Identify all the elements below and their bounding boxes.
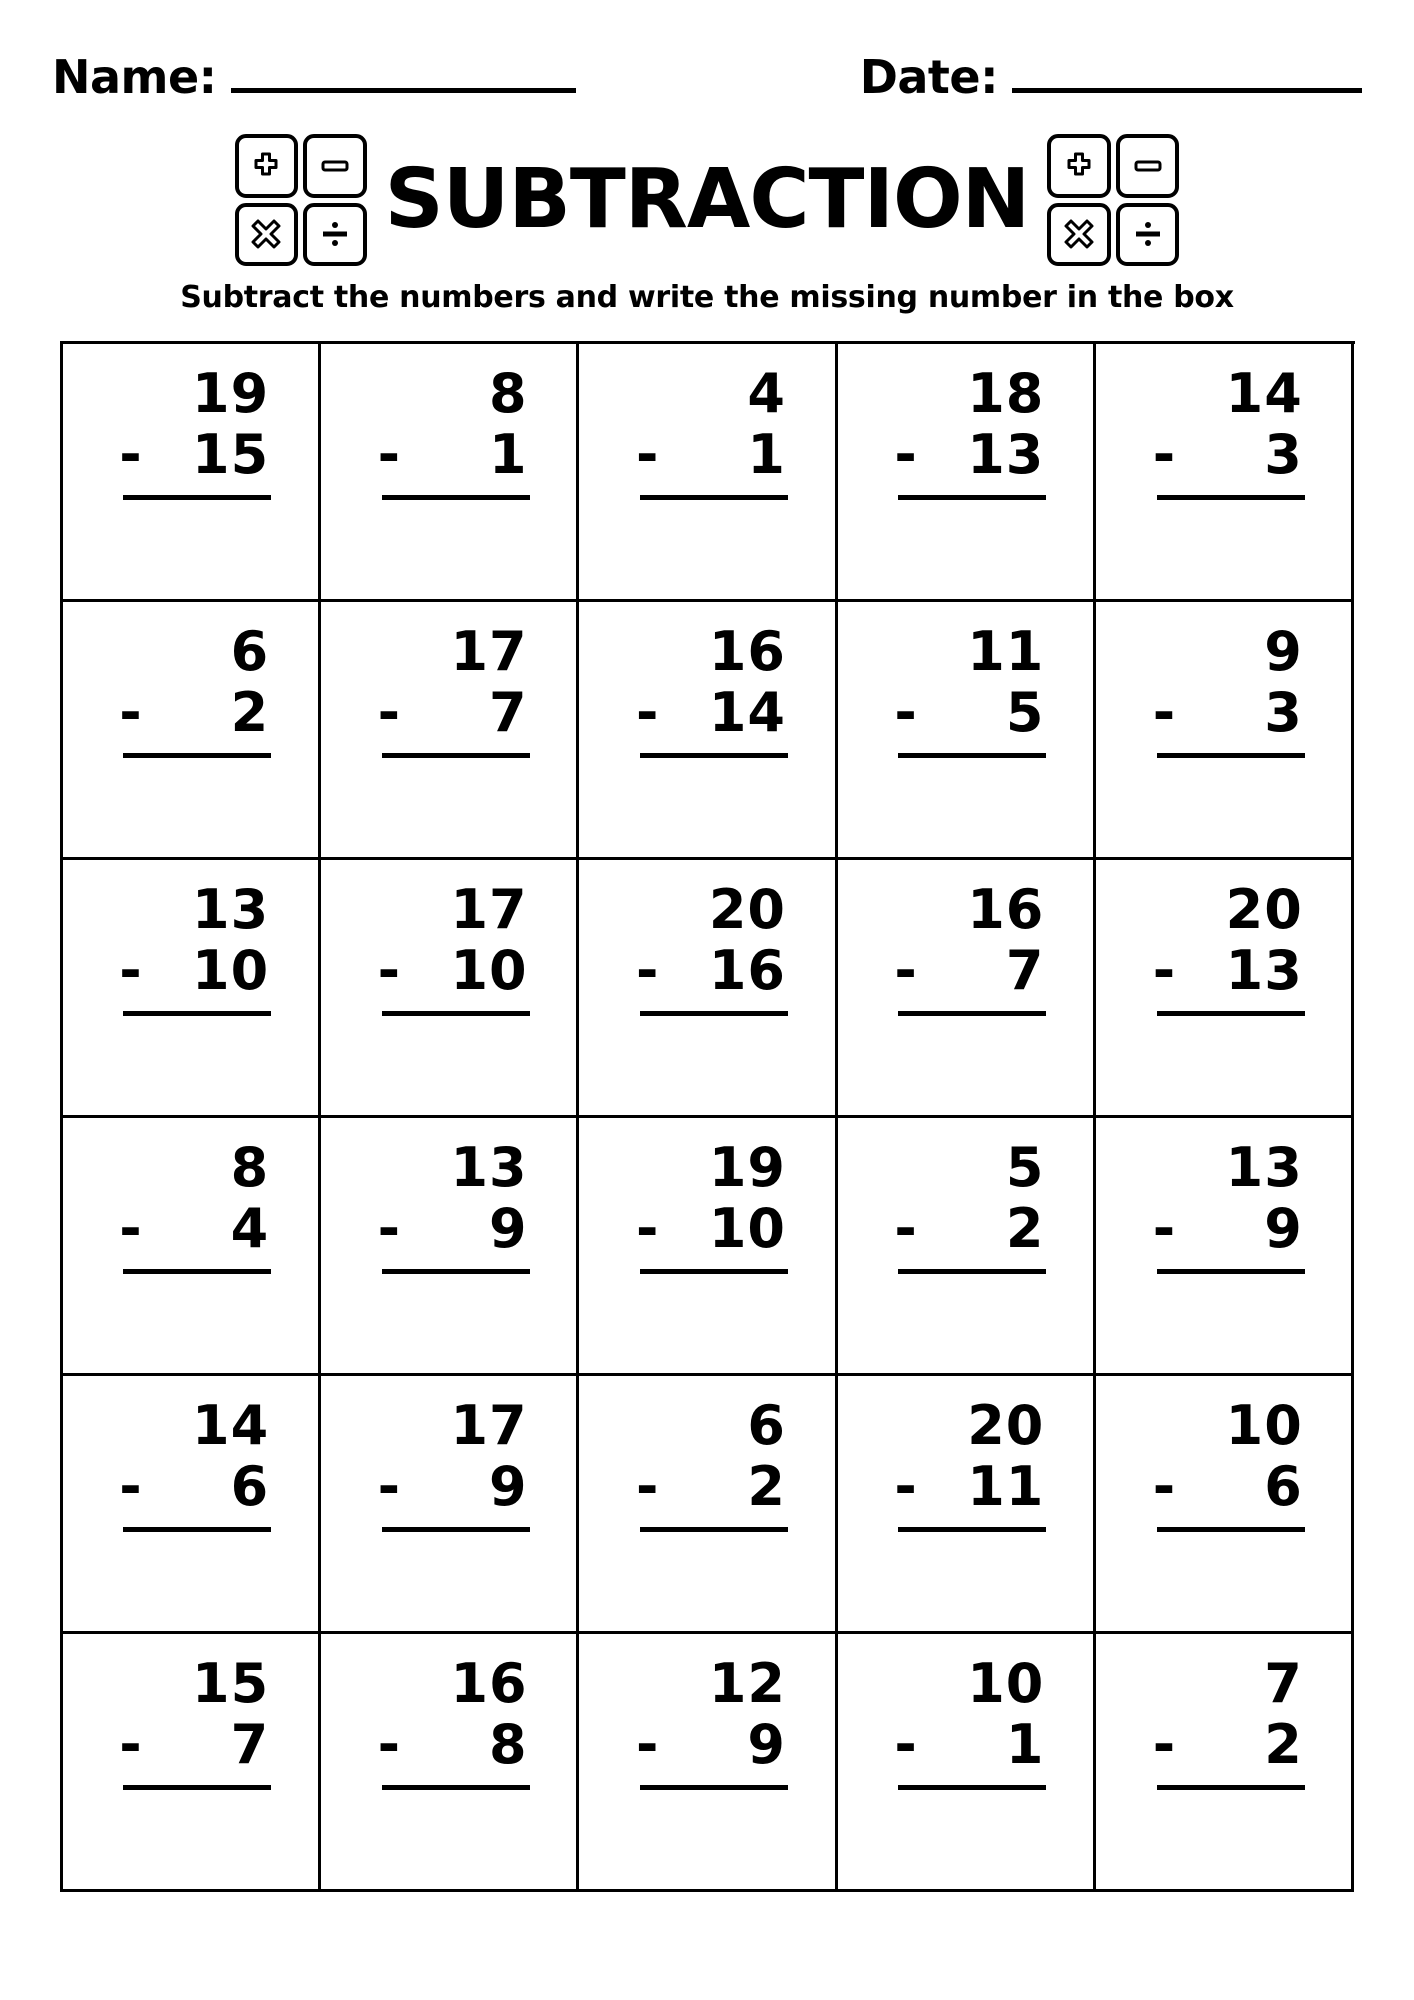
minuend: 18 [967, 362, 1045, 425]
subtrahend: 2 [230, 680, 270, 744]
answer-line[interactable] [123, 495, 271, 500]
subtrahend: 1 [1005, 1712, 1045, 1776]
problem-cell[interactable] [1096, 860, 1354, 1118]
problem [1139, 1394, 1309, 1532]
operator: - [377, 1454, 402, 1518]
name-write-line[interactable] [231, 87, 576, 93]
subtrahend: 9 [489, 1196, 528, 1260]
answer-line[interactable] [1157, 753, 1305, 758]
instructions: Subtract the numbers and write the missing number in the box [180, 280, 1234, 315]
answer-line[interactable] [898, 1527, 1046, 1532]
operator: - [1152, 1454, 1177, 1518]
subtraction-row [364, 422, 534, 486]
operator: - [635, 680, 660, 744]
problem-cell[interactable] [1096, 344, 1354, 602]
subtraction-row [105, 1712, 275, 1776]
operator: - [119, 1196, 143, 1260]
operator: - [1152, 422, 1177, 486]
problem [1139, 878, 1309, 1016]
date-write-line[interactable] [1012, 87, 1362, 93]
operator: - [894, 422, 918, 486]
problem-cell[interactable] [1096, 1118, 1354, 1376]
date-label: Date: [859, 50, 998, 104]
problem-cell[interactable] [63, 860, 321, 1118]
problem-cell[interactable] [1096, 1634, 1354, 1892]
subtrahend: 11 [967, 1454, 1045, 1518]
problem-cell[interactable] [1096, 1376, 1354, 1634]
subtrahend: 7 [230, 1712, 270, 1776]
subtrahend: 16 [708, 938, 786, 1002]
problem-grid [60, 341, 1355, 1892]
minuend: 6 [747, 1394, 786, 1457]
problem-cell[interactable] [321, 1634, 579, 1892]
minuend: 19 [192, 362, 270, 425]
minuend: 8 [489, 362, 528, 425]
problem [880, 362, 1050, 500]
answer-line[interactable] [382, 1269, 530, 1274]
answer-line[interactable] [1157, 1785, 1305, 1790]
subtraction-row [105, 1454, 275, 1518]
subtraction-row [364, 1454, 534, 1518]
minuend: 11 [967, 620, 1045, 683]
operator: - [894, 1196, 918, 1260]
answer-line[interactable] [382, 495, 530, 500]
problem-cell[interactable] [321, 1376, 579, 1634]
problem [622, 878, 792, 1016]
answer-line[interactable] [640, 1785, 788, 1790]
subtrahend: 7 [1005, 938, 1045, 1002]
minuend: 7 [1264, 1652, 1303, 1715]
problem [364, 878, 534, 1016]
operator: - [377, 422, 402, 486]
subtraction-row [105, 680, 275, 744]
operator: - [1152, 1712, 1177, 1776]
subtraction-row [880, 1454, 1050, 1518]
operator: - [377, 680, 402, 744]
minuend: 14 [1225, 362, 1303, 425]
operator: - [1152, 938, 1177, 1002]
minuend: 15 [192, 1652, 270, 1715]
problem [622, 1136, 792, 1274]
answer-line[interactable] [123, 1785, 271, 1790]
minuend: 20 [708, 878, 786, 941]
problem [1139, 362, 1309, 500]
subtraction-row [364, 680, 534, 744]
subtrahend: 10 [708, 1196, 786, 1260]
answer-line[interactable] [898, 1785, 1046, 1790]
answer-line[interactable] [123, 753, 271, 758]
title-block [52, 134, 1362, 266]
subtraction-row [1139, 1454, 1309, 1518]
minus-icon [303, 134, 367, 198]
problem-cell[interactable] [579, 1376, 837, 1634]
subtraction-row [1139, 1196, 1309, 1260]
subtrahend: 9 [489, 1454, 528, 1518]
minuend: 10 [1225, 1394, 1303, 1457]
subtrahend: 7 [489, 680, 528, 744]
problem [622, 1652, 792, 1790]
answer-line[interactable] [898, 1269, 1046, 1274]
problem-cell[interactable] [321, 860, 579, 1118]
subtrahend: 8 [489, 1712, 528, 1776]
subtraction-row [622, 1712, 792, 1776]
problem [105, 1652, 275, 1790]
subtraction-row [880, 422, 1050, 486]
subtrahend: 13 [967, 422, 1045, 486]
problem [105, 1136, 275, 1274]
answer-line[interactable] [382, 753, 530, 758]
subtraction-row [622, 422, 792, 486]
problem [364, 362, 534, 500]
operator: - [1152, 680, 1177, 744]
minuend: 6 [230, 620, 270, 683]
subtraction-row [622, 680, 792, 744]
operator: - [635, 1454, 660, 1518]
minuend: 13 [450, 1136, 528, 1199]
minuend: 13 [192, 878, 270, 941]
header [52, 50, 1362, 104]
problem-cell[interactable] [1096, 602, 1354, 860]
answer-line[interactable] [640, 1011, 788, 1016]
problem [1139, 1652, 1309, 1790]
subtraction-row [880, 1712, 1050, 1776]
operator: - [377, 1712, 402, 1776]
minuend: 17 [450, 620, 528, 683]
problem-cell[interactable] [321, 1118, 579, 1376]
problem-cell[interactable] [838, 602, 1096, 860]
answer-line[interactable] [1157, 495, 1305, 500]
subtrahend: 9 [1264, 1196, 1303, 1260]
subtrahend: 4 [230, 1196, 270, 1260]
minuend: 12 [708, 1652, 786, 1715]
minuend: 16 [967, 878, 1045, 941]
multiply-icon [235, 203, 299, 267]
answer-line[interactable] [382, 1785, 530, 1790]
operator: - [894, 1454, 918, 1518]
subtrahend: 10 [192, 938, 270, 1002]
subtrahend: 2 [1264, 1712, 1303, 1776]
subtraction-row [364, 1712, 534, 1776]
answer-line[interactable] [123, 1269, 271, 1274]
subtrahend: 6 [230, 1454, 270, 1518]
answer-line[interactable] [382, 1527, 530, 1532]
subtraction-row [105, 938, 275, 1002]
problem-cell[interactable] [63, 1118, 321, 1376]
operator: - [635, 1196, 660, 1260]
answer-line[interactable] [898, 753, 1046, 758]
plus-icon [1047, 134, 1111, 198]
problem [1139, 620, 1309, 758]
answer-line[interactable] [123, 1011, 271, 1016]
operator: - [894, 938, 918, 1002]
minuend: 19 [708, 1136, 786, 1199]
problem [1139, 1136, 1309, 1274]
minuend: 10 [967, 1652, 1045, 1715]
problem [622, 362, 792, 500]
problem-cell[interactable] [579, 1634, 837, 1892]
subtraction-row [622, 1454, 792, 1518]
problem [105, 1394, 275, 1532]
problem-cell[interactable] [579, 602, 837, 860]
subtraction-row [1139, 422, 1309, 486]
problem [364, 1136, 534, 1274]
subtrahend: 13 [1225, 938, 1303, 1002]
multiply-icon [1047, 203, 1111, 267]
answer-line[interactable] [640, 753, 788, 758]
minuend: 17 [450, 878, 528, 941]
subtrahend: 10 [450, 938, 528, 1002]
subtraction-row [1139, 1712, 1309, 1776]
answer-line[interactable] [640, 495, 788, 500]
problem [880, 1652, 1050, 1790]
problem-cell[interactable] [63, 602, 321, 860]
math-icon-cluster-right [1047, 134, 1179, 266]
subtrahend: 1 [747, 422, 786, 486]
answer-line[interactable] [898, 1011, 1046, 1016]
problem-cell[interactable] [838, 1118, 1096, 1376]
operator: - [119, 680, 143, 744]
problem-cell[interactable] [579, 1118, 837, 1376]
problem [880, 1136, 1050, 1274]
minuend: 4 [747, 362, 786, 425]
plus-icon [235, 134, 299, 198]
operator: - [894, 680, 918, 744]
subtraction-row [622, 1196, 792, 1260]
subtrahend: 5 [1005, 680, 1045, 744]
minuend: 9 [1264, 620, 1303, 683]
problem [880, 878, 1050, 1016]
problem-cell[interactable] [838, 860, 1096, 1118]
problem-cell[interactable] [63, 344, 321, 602]
minuend: 5 [1005, 1136, 1045, 1199]
subtrahend: 14 [708, 680, 786, 744]
problem [880, 620, 1050, 758]
operator: - [635, 422, 660, 486]
answer-line[interactable] [640, 1269, 788, 1274]
problem-cell[interactable] [579, 344, 837, 602]
problem-cell[interactable] [579, 860, 837, 1118]
answer-line[interactable] [898, 495, 1046, 500]
operator: - [635, 1712, 660, 1776]
answer-line[interactable] [382, 1011, 530, 1016]
divide-icon [303, 203, 367, 267]
subtraction-row [880, 938, 1050, 1002]
minuend: 13 [1225, 1136, 1303, 1199]
operator: - [894, 1712, 918, 1776]
subtraction-row [364, 938, 534, 1002]
answer-line[interactable] [1157, 1011, 1305, 1016]
operator: - [377, 1196, 402, 1260]
subtrahend: 3 [1264, 422, 1303, 486]
page-title: SUBTRACTION [384, 152, 1030, 247]
problem [622, 1394, 792, 1532]
problem-cell[interactable] [838, 344, 1096, 602]
problem [105, 878, 275, 1016]
subtraction-row [1139, 680, 1309, 744]
operator: - [119, 422, 143, 486]
problem-cell[interactable] [63, 1634, 321, 1892]
problem [105, 362, 275, 500]
problem [622, 620, 792, 758]
answer-line[interactable] [123, 1527, 271, 1532]
operator: - [119, 1454, 143, 1518]
subtraction-row [105, 422, 275, 486]
problem-cell[interactable] [63, 1376, 321, 1634]
answer-line[interactable] [1157, 1269, 1305, 1274]
divide-icon [1116, 203, 1180, 267]
math-icon-cluster-left [235, 134, 367, 266]
problem [364, 1394, 534, 1532]
subtraction-row [622, 938, 792, 1002]
minuend: 20 [967, 1394, 1045, 1457]
minus-icon [1116, 134, 1180, 198]
subtraction-row [880, 680, 1050, 744]
name-label: Name: [52, 50, 217, 104]
problem-cell[interactable] [321, 344, 579, 602]
operator: - [119, 938, 143, 1002]
subtraction-row [105, 1196, 275, 1260]
subtraction-row [364, 1196, 534, 1260]
problem-cell[interactable] [838, 1376, 1096, 1634]
problem [105, 620, 275, 758]
minuend: 20 [1225, 878, 1303, 941]
problem-cell[interactable] [321, 602, 579, 860]
subtrahend: 2 [747, 1454, 786, 1518]
name-field[interactable] [52, 50, 576, 104]
date-field[interactable] [860, 50, 1362, 104]
operator: - [1152, 1196, 1177, 1260]
problem [880, 1394, 1050, 1532]
subtrahend: 9 [747, 1712, 786, 1776]
problem-cell[interactable] [838, 1634, 1096, 1892]
subtrahend: 3 [1264, 680, 1303, 744]
minuend: 8 [230, 1136, 270, 1199]
subtraction-row [880, 1196, 1050, 1260]
subtrahend: 1 [489, 422, 528, 486]
operator: - [119, 1712, 143, 1776]
minuend: 16 [708, 620, 786, 683]
answer-line[interactable] [640, 1527, 788, 1532]
subtraction-row [1139, 938, 1309, 1002]
problem [364, 1652, 534, 1790]
answer-line[interactable] [1157, 1527, 1305, 1532]
minuend: 17 [450, 1394, 528, 1457]
operator: - [635, 938, 660, 1002]
operator: - [377, 938, 402, 1002]
problem [364, 620, 534, 758]
minuend: 16 [450, 1652, 528, 1715]
subtrahend: 6 [1264, 1454, 1303, 1518]
minuend: 14 [192, 1394, 270, 1457]
subtrahend: 15 [192, 422, 270, 486]
subtrahend: 2 [1005, 1196, 1045, 1260]
